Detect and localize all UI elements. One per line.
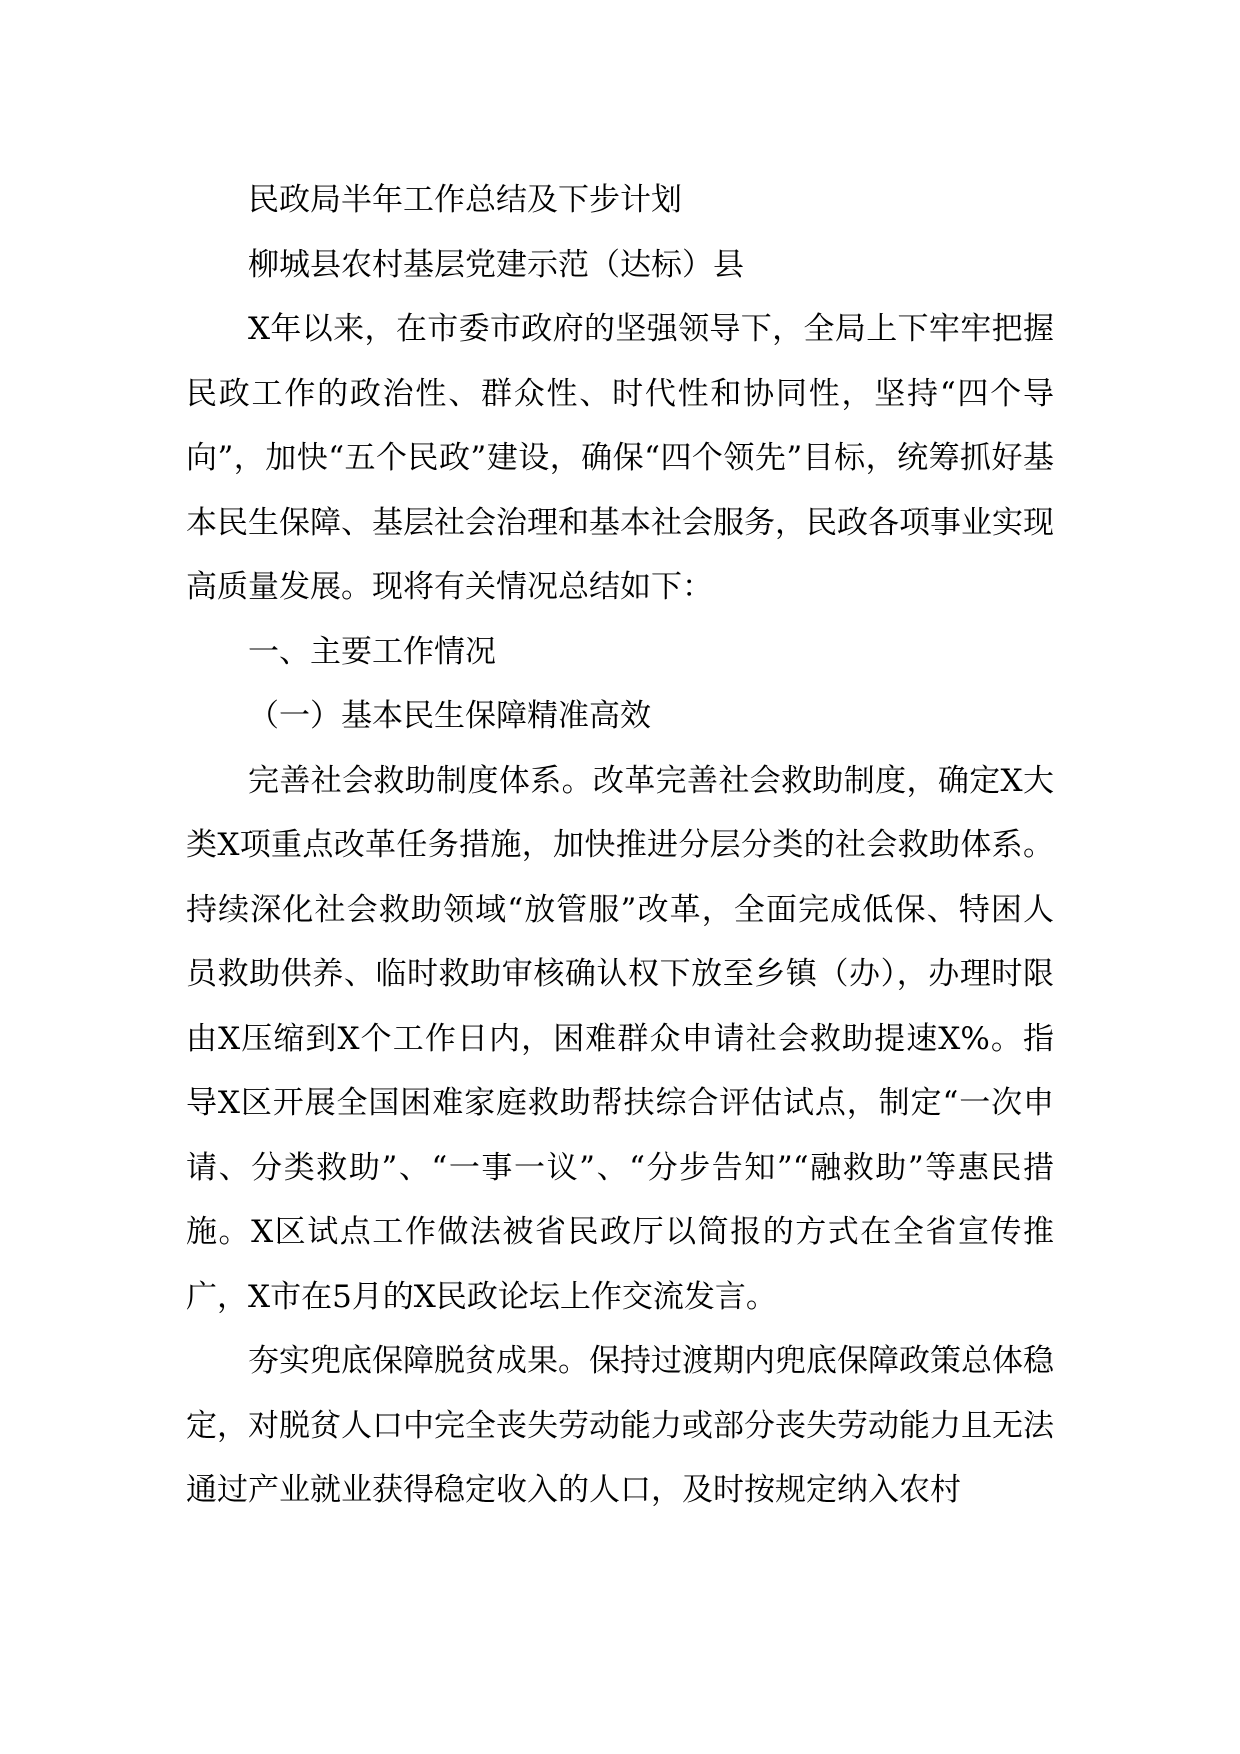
intro-paragraph: X年以来，在市委市政府的坚强领导下，全局上下牢牢把握民政工作的政治性、群众性、时代性和协同性，坚持“四个导向”，加快“五个民政”建设，确保“四个领先”目标，统筹抓好基本民生保障、基层社会治理和基本社会服务，民政各项事业实现高质量发展。现将有关情况总结如下：: [186, 311, 1054, 605]
section-heading: 一、主要工作情况: [248, 633, 496, 670]
document-body: [186, 168, 1054, 1523]
body-paragraph: 完善社会救助制度体系。改革完善社会救助制度，确定X大类X项重点改革任务措施，加快推进分层分类的社会救助体系。持续深化社会救助领域“放管服”改革，全面完成低保、特困人员救助供养、临时救助审核确认权下放至乡镇（办），办理时限由X压缩到X个工作日内，困难群众申请社会救助提速X%。指导X区开展全国困难家庭救助帮扶综合评估试点，制定“一次申请、分类救助”、“一事一议”、“分步告知”“融救助”等惠民措施。X区试点工作做法被省民政厅以简报的方式在全省宣传推广，X市在5月的X民政论坛上作交流发言。: [186, 762, 1054, 1315]
subsection-heading: （一）基本民生保障精准高效: [248, 698, 651, 734]
body-paragraph: 夯实兜底保障脱贫成果。保持过渡期内兜底保障政策总体稳定，对脱贫人口中完全丧失劳动能力或部分丧失劳动能力且无法通过产业就业获得稳定收入的人口，及时按规定纳入农村: [186, 1343, 1054, 1508]
document-title: 民政局半年工作总结及下步计划: [248, 182, 682, 218]
document-subtitle: 柳城县农村基层党建示范（达标）县: [248, 246, 744, 283]
